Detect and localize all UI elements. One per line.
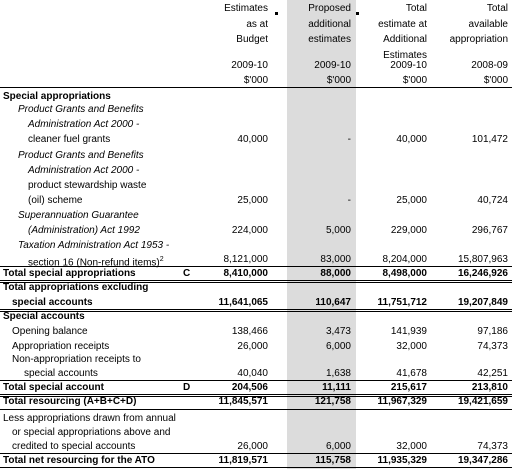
subtotal-rule bbox=[0, 266, 512, 267]
header-rule bbox=[0, 87, 512, 88]
table-row-appropriation-receipts: 26,000 6,000 32,000 74,373 bbox=[237, 341, 508, 352]
footnote-marker: 2 bbox=[159, 256, 164, 263]
row-label: Administration Act 2000 - bbox=[28, 165, 140, 176]
header-units-row: $'000 $'000 $'000 $'000 bbox=[243, 75, 508, 86]
row-tag-d: D bbox=[183, 382, 191, 393]
table-row-total-special-account: 204,506 11,111 215,617 213,810 bbox=[231, 382, 508, 393]
table-row-total-resourcing: 11,845,571 121,758 11,967,329 19,421,659 bbox=[218, 396, 508, 407]
row-label: Total appropriations excluding bbox=[3, 282, 149, 293]
row-label: cleaner fuel grants bbox=[28, 134, 111, 145]
table-row-total-excluding-special-accounts: 11,641,065 110,647 11,751,712 19,207,849 bbox=[218, 297, 508, 308]
row-label: or special appropriations above and bbox=[12, 427, 171, 438]
table-row-opening-balance: 138,466 3,473 141,939 97,186 bbox=[231, 326, 508, 337]
table-row-non-appropriation-receipts: 40,040 1,638 41,678 42,251 bbox=[237, 368, 508, 379]
subtotal-rule bbox=[0, 380, 512, 381]
row-label: special accounts bbox=[24, 368, 98, 379]
row-label: special accounts bbox=[12, 297, 93, 308]
row-label: section 16 (Non-refund items)$^2$ bbox=[28, 256, 164, 269]
table-row-total-special-appropriations: 8,410,000 88,000 8,498,000 16,246,926 bbox=[223, 268, 508, 279]
row-label: Superannuation Guarantee bbox=[18, 210, 139, 221]
table-row-less-appropriations-drawn: 26,000 6,000 32,000 74,373 bbox=[237, 441, 508, 452]
row-label: Opening balance bbox=[12, 326, 88, 337]
header-total-estimate-at-additional-estimates: Total estimate at Additional Estimates bbox=[378, 3, 427, 61]
row-label-total-resourcing: Total resourcing (A+B+C+D) bbox=[3, 396, 137, 407]
row-label: Less appropriations drawn from annual bbox=[3, 413, 176, 424]
row-tag-c: C bbox=[183, 268, 191, 279]
header-proposed-additional-estimates: Proposed additional estimates bbox=[308, 3, 351, 45]
row-label: Appropriation receipts bbox=[12, 341, 110, 352]
section-heading-special-accounts: Special accounts bbox=[3, 311, 85, 322]
row-label: (oil) scheme bbox=[28, 195, 83, 206]
subtotal-rule bbox=[0, 453, 512, 454]
row-label: (Administration) Act 1992 bbox=[28, 225, 140, 236]
table-row-taxation-administration-act: 8,121,000 83,000 8,204,000 15,807,963 bbox=[223, 254, 508, 265]
row-label: Product Grants and Benefits bbox=[18, 104, 144, 115]
row-label: Non-appropriation receipts to bbox=[12, 354, 141, 365]
table-row-superannuation-guarantee: 224,000 5,000 229,000 296,767 bbox=[231, 225, 508, 236]
column-marker-dot bbox=[275, 12, 278, 15]
row-label: Administration Act 2000 - bbox=[28, 119, 140, 130]
row-label-total-special-account: Total special account bbox=[3, 382, 104, 393]
section-heading-special-appropriations: Special appropriations bbox=[3, 91, 111, 102]
row-label: Product Grants and Benefits bbox=[18, 150, 144, 161]
table-row-total-net-resourcing: 11,819,571 115,758 11,935,329 19,347,286 bbox=[218, 455, 508, 466]
row-label: product stewardship waste bbox=[28, 180, 147, 191]
row-label: Taxation Administration Act 1953 - bbox=[18, 240, 170, 251]
row-label-total-special-appropriations: Total special appropriations bbox=[3, 268, 136, 279]
table-row-product-stewardship-waste-oil: 25,000 - 25,000 40,724 bbox=[237, 195, 508, 206]
row-label: credited to special accounts bbox=[12, 441, 136, 452]
row-label-total-net-resourcing: Total net resourcing for the ATO bbox=[3, 455, 155, 466]
bottom-rule bbox=[0, 467, 512, 468]
subtotal-rule bbox=[0, 409, 512, 410]
header-estimates-at-budget: Estimates as at Budget bbox=[224, 3, 268, 45]
table-row-cleaner-fuel-grants: 40,000 - 40,000 101,472 bbox=[237, 134, 508, 145]
header-years-row: 2009-10 2009-10 2009-10 2008-09 bbox=[231, 60, 508, 71]
header-total-available-appropriation: Total available appropriation bbox=[449, 3, 508, 45]
